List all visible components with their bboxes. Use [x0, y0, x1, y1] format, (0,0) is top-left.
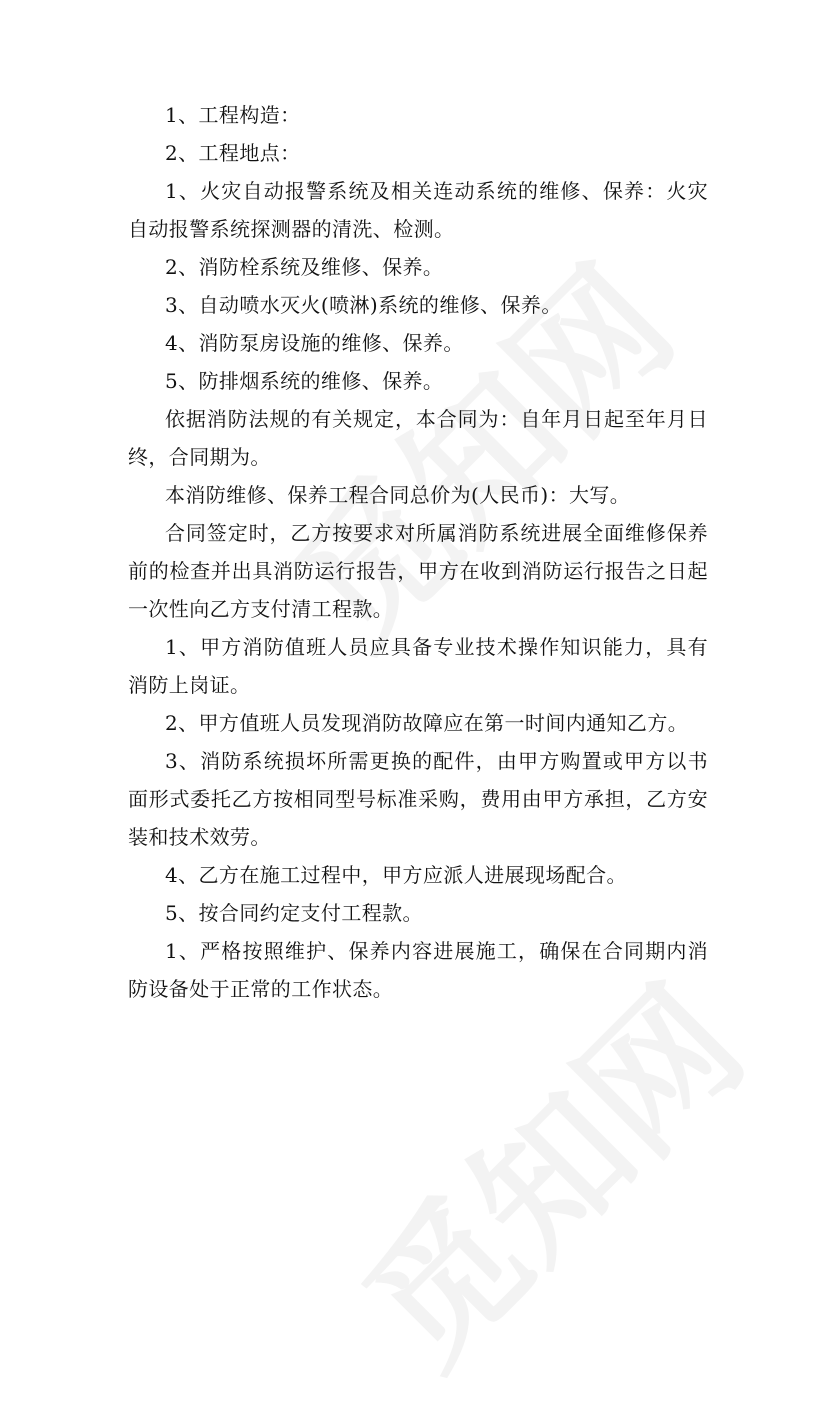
paragraph: 3、自动喷水灭火(喷淋)系统的维修、保养。: [165, 293, 562, 317]
paragraph: 5、按合同约定支付工程款。: [165, 901, 423, 925]
paragraph: 5、防排烟系统的维修、保养。: [165, 369, 444, 393]
paragraph: 1、工程构造：: [165, 103, 301, 127]
paragraph: 1、严格按照维护、保养内容进展施工，确保在合同期内消防设备处于正常的工作状态。: [128, 939, 708, 1001]
document-body: [128, 96, 708, 1008]
paragraph: 4、消防泵房设施的维修、保养。: [165, 331, 464, 355]
paragraph: 依据消防法规的有关规定，本合同为：自年月日起至年月日终，合同期为。: [128, 407, 708, 469]
paragraph: 1、甲方消防值班人员应具备专业技术操作知识能力，具有消防上岗证。: [128, 635, 708, 697]
paragraph: 本消防维修、保养工程合同总价为(人民币)：大写。: [165, 483, 631, 507]
paragraph: 1、火灾自动报警系统及相关连动系统的维修、保养：火灾自动报警系统探测器的清洗、检测。: [128, 179, 708, 241]
paragraph: 3、消防系统损坏所需更换的配件，由甲方购置或甲方以书面形式委托乙方按相同型号标准采购，费用由甲方承担，乙方安装和技术效劳。: [128, 749, 708, 849]
paragraph: 合同签定时，乙方按要求对所属消防系统进展全面维修保养前的检查并出具消防运行报告，甲方在收到消防运行报告之日起一次性向乙方支付清工程款。: [128, 521, 708, 621]
paragraph: 2、消防栓系统及维修、保养。: [165, 255, 444, 279]
paragraph: 4、乙方在施工过程中，甲方应派人进展现场配合。: [165, 863, 627, 887]
paragraph: 2、工程地点：: [165, 141, 301, 165]
paragraph: 2、甲方值班人员发现消防故障应在第一时间内通知乙方。: [165, 711, 689, 735]
